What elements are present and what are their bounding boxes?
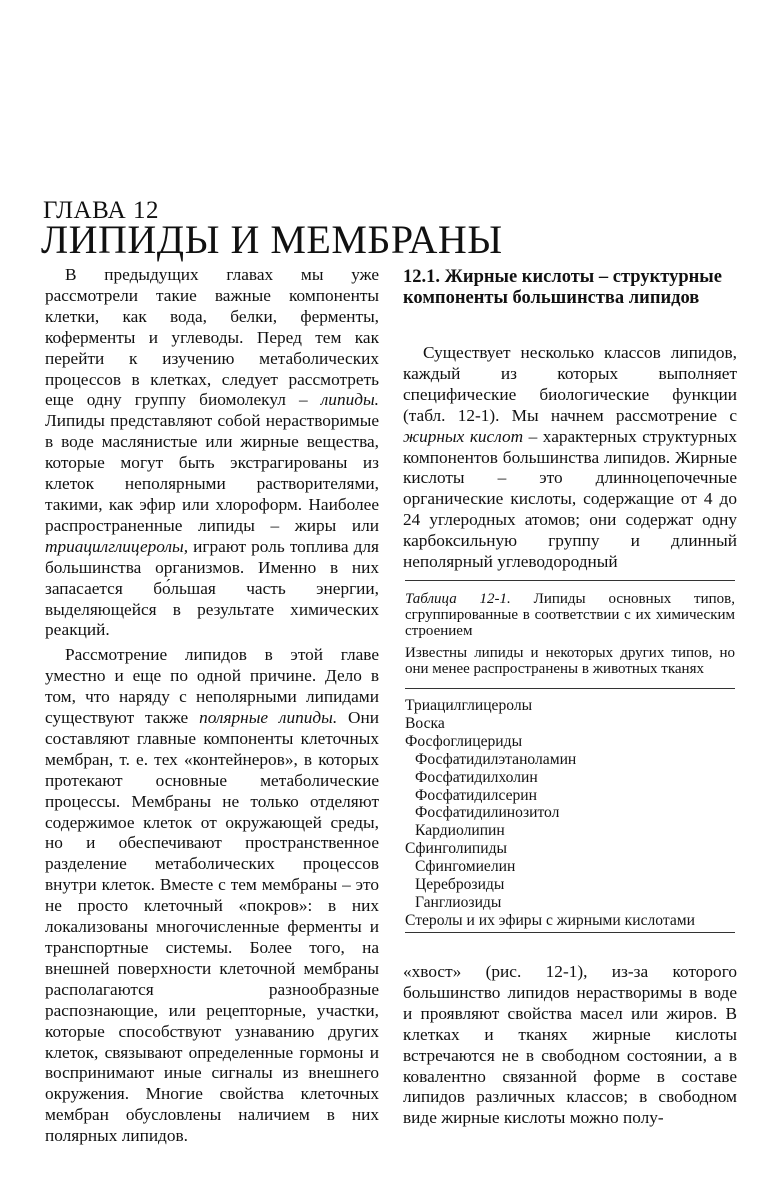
chapter-label: ГЛАВА 12 <box>43 197 159 224</box>
table-row: Триацилглицеролы <box>405 697 533 714</box>
table-row: Воска <box>405 714 445 732</box>
table-row: Цереброзиды <box>415 876 505 894</box>
left-paragraph-2: Рассмотрение липидов в этой главе уместно и еще по одной причине. Дело в том, что наряду с неполярными липидами существуют также полярные липиды. Они составляют главные компоненты клеточных мембран, т. е. тех «контейнеров», в которых протекают основные метаболические процессы. Мембраны не только отделяют содержимое клеток от окружающей среды, но и обеспечивают пространственное разделение метаболических процессов внутри клеток. Вместе с тем мембраны – это не просто клеточный «покров»: в них локализованы многочисленные ферменты и транспортные системы. Более того, на внешней поверхности клеточной мембраны располагаются разнообразные распознающие, или рецепторные, участки, которые способствуют узнаванию других клеток, связывают определенные гормоны и воспринимают иные сигналы из внешнего окружения. Многие свойства клеточных мембран обусловлены наличием в них полярных липидов. <box>45 645 379 1146</box>
section-heading: 12.1. Жирные кислоты – структурные компоненты большинства липидов <box>403 267 722 308</box>
right-column-bottom <box>403 962 737 1129</box>
table-row: Кардиолипин <box>415 822 505 840</box>
table-header-rule <box>405 688 735 689</box>
table-row: Фосфатидилсерин <box>415 786 537 804</box>
table-row: Ганглиозиды <box>415 893 502 911</box>
table-note: Известны липиды и некоторых других типов, но они менее распространены в животных тканях <box>405 645 735 677</box>
right-paragraph-2: «хвост» (рис. 12-1), из-за которого большинство липидов нерастворимы в воде и проявляют свойства масел или жиров. В клетках и тканях жирные кислоты встречаются не в свободном состоянии, а в ковалентно связанной форме в составе липидов различных классов; в свободном виде жирные кислоты можно полу- <box>403 962 737 1128</box>
left-column <box>45 265 379 1147</box>
table-12-1 <box>405 580 735 933</box>
table-row: Стеролы и их эфиры с жирными кислотами <box>405 911 696 929</box>
table-bottom-rule <box>405 932 735 933</box>
left-paragraph-1: В предыдущих главах мы уже рассмотрели такие важные компоненты клетки, как вода, белки, ферменты, коферменты и углеводы. Перед тем как перейти к изучению метаболических процессов в клетках, следует рассмотреть еще одну группу биомолекул – липиды. Липиды представляют собой нерастворимые в воде маслянистые или жирные вещества, которые могут быть экстрагированы из клеток неполярными растворителями, такими, как эфир или хлороформ. Наиболее распространенные липиды – жиры или триацилглицеролы, играют роль топлива для большинства организмов. Именно в них запасается бо́льшая часть энергии, выделяющейся в результате химических реакций. <box>45 265 379 640</box>
table-row: Сфинголипиды <box>405 840 508 858</box>
table-row: Фосфатидилинозитол <box>415 804 560 822</box>
table-row: Сфингомиелин <box>415 858 516 876</box>
table-row: Фосфатидилэтаноламин <box>415 750 577 768</box>
right-column-top <box>403 343 737 573</box>
right-paragraph-1: Существует несколько классов липидов, каждый из которых выполняет специфические биологические функции (табл. 12-1). Мы начнем рассмотрение с жирных кислот – характерных структурных компонентов большинства липидов. Жирные кислоты – это длинноцепочечные органические кислоты, содержащие от 4 до 24 углеродных атомов; они содержат одну карбоксильную группу и длинный неполярный углеводородный <box>403 343 737 572</box>
table-row: Фосфоглицериды <box>405 732 523 750</box>
chapter-title: ЛИПИДЫ И МЕМБРАНЫ <box>41 217 503 262</box>
table-list <box>405 697 735 932</box>
table-row: Фосфатидилхолин <box>415 768 538 786</box>
table-caption: Таблица 12-1. Липиды основных типов, сгруппированные в соответствии с их химическим строением <box>405 591 735 639</box>
table-top-rule <box>405 580 735 581</box>
